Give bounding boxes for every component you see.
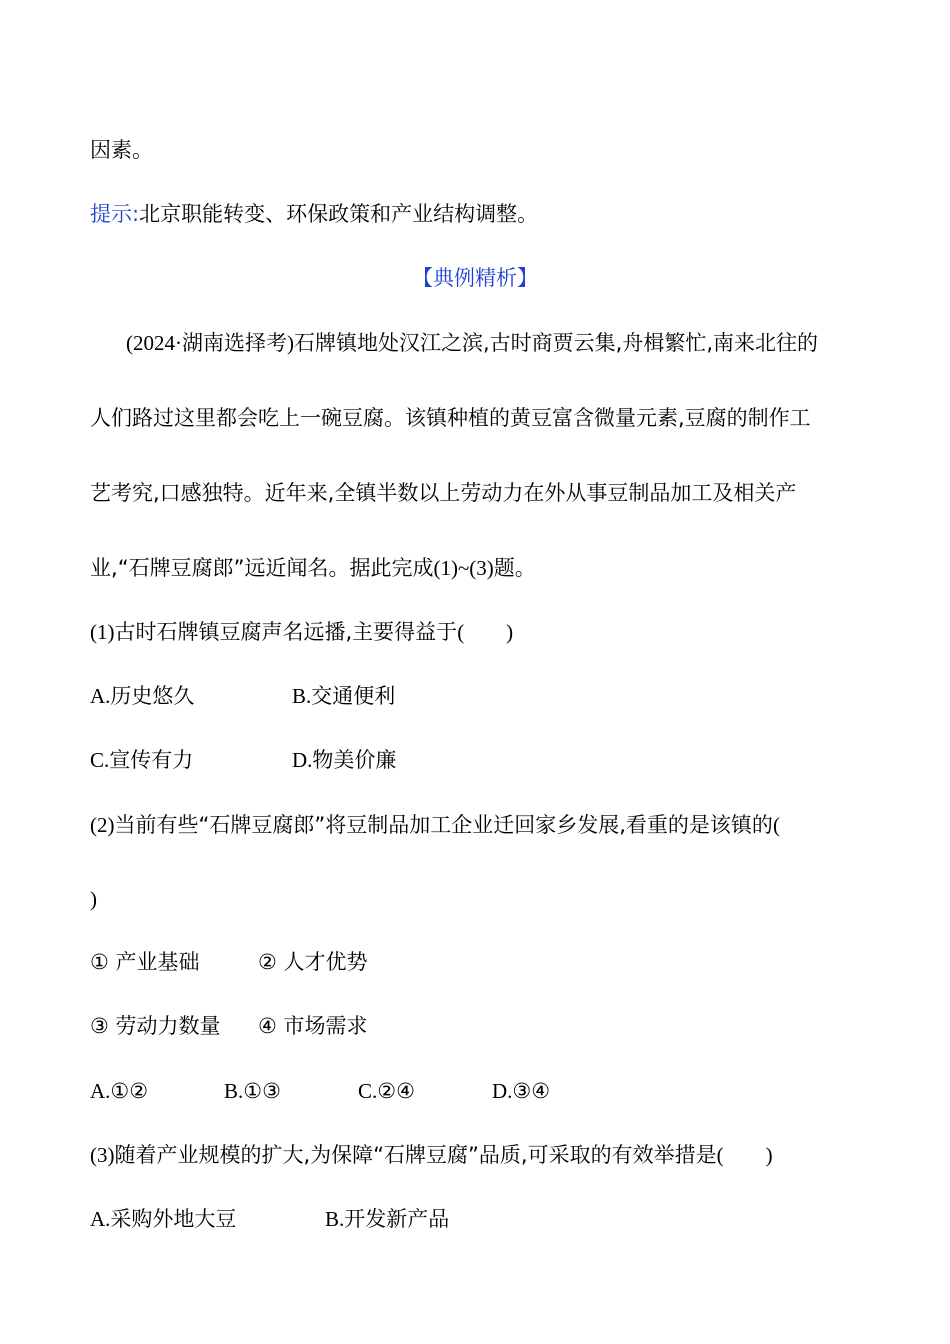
hint-text: 北京职能转变、环保政策和产业结构调整。: [139, 202, 539, 226]
q2-item-1-mark: ①: [90, 950, 109, 974]
q1-option-b-text: 交通便利: [311, 684, 396, 708]
q2-option-c-text: ②④: [377, 1079, 415, 1103]
passage-source: (2024·湖南选择考): [126, 331, 294, 355]
q2-item-3: [90, 1011, 221, 1041]
q1-bracket: ( ): [457, 620, 514, 644]
q3-number: (3): [90, 1143, 115, 1167]
q1-option-d-letter: D.: [292, 748, 313, 772]
passage-line-4-d: (1)~(3): [433, 556, 494, 580]
q1-option-c-text: 宣传有力: [109, 748, 194, 772]
q3-option-b-letter: B.: [325, 1207, 345, 1231]
q2-number: (2): [90, 813, 115, 837]
q1-option-a-text: 历史悠久: [110, 684, 195, 708]
q2-item-4-text: 市场需求: [283, 1014, 368, 1038]
q3-option-a-letter: A.: [90, 1207, 111, 1231]
q1-option-c-letter: C.: [90, 748, 110, 772]
q3-stem-line: [90, 1140, 773, 1170]
q2-option-a-text: ①②: [110, 1079, 149, 1103]
q1-option-d[interactable]: [292, 745, 396, 775]
q2-option-a-letter: A.: [90, 1079, 111, 1103]
q2-option-b-letter: B.: [224, 1079, 244, 1103]
q3-option-a[interactable]: [90, 1204, 236, 1234]
q2-bracket-open: (: [772, 813, 780, 837]
q1-option-c[interactable]: [90, 745, 193, 775]
q2-item-1-text: 产业基础: [115, 950, 200, 974]
q3-option-a-text: 采购外地大豆: [110, 1207, 237, 1231]
q2-option-c[interactable]: [358, 1076, 415, 1106]
hint-line: [90, 199, 538, 229]
passage-line-4-e: 题。: [493, 556, 536, 580]
q2-stem: 当前有些“石牌豆腐郎”将豆制品加工企业迁回家乡发展,看重的是该镇的: [114, 813, 773, 837]
passage-line-4-a: 业,: [90, 556, 118, 580]
q1-option-b-letter: B.: [292, 684, 312, 708]
hint-label: 提示:: [90, 202, 140, 226]
q1-option-a-letter: A.: [90, 684, 111, 708]
passage-line-4: [90, 553, 536, 583]
passage-line-1-text: 石牌镇地处汉江之滨,古时商贾云集,舟楫繁忙,南来北往的: [293, 331, 819, 355]
q2-option-b[interactable]: [224, 1076, 281, 1106]
q2-bracket-close: ): [90, 887, 97, 911]
q2-option-d[interactable]: [492, 1076, 550, 1106]
q2-item-2-text: 人才优势: [283, 950, 368, 974]
q1-option-d-text: 物美价廉: [312, 748, 397, 772]
q2-stem-line: [90, 810, 780, 840]
q3-stem: 随着产业规模的扩大,为保障“石牌豆腐”品质,可采取的有效举措是: [114, 1143, 717, 1167]
q2-option-a[interactable]: [90, 1076, 148, 1106]
q2-item-1: [90, 947, 200, 977]
passage-line-2: 人们路过这里都会吃上一碗豆腐。该镇种植的黄豆富含微量元素,豆腐的制作工: [90, 406, 811, 430]
intro-tail-text: [90, 135, 153, 165]
q2-item-4: [258, 1011, 368, 1041]
passage-line-1: [126, 328, 818, 358]
q1-stem-line: [90, 617, 513, 647]
intro-tail: 因素。: [90, 138, 153, 162]
q1-number: (1): [90, 620, 115, 644]
q3-option-b-text: 开发新产品: [344, 1207, 450, 1231]
q2-item-3-mark: ③: [90, 1014, 109, 1038]
q2-option-b-text: ①③: [243, 1079, 281, 1103]
q2-item-3-text: 劳动力数量: [115, 1014, 221, 1038]
passage-line-4-b: “石牌豆腐郎”: [117, 556, 245, 580]
passage-line-3: 艺考究,口感独特。近年来,全镇半数以上劳动力在外从事豆制品加工及相关产: [90, 481, 797, 505]
q2-item-2: [258, 947, 368, 977]
q1-option-a[interactable]: [90, 681, 194, 711]
q2-option-d-letter: D.: [492, 1079, 513, 1103]
passage-line-4-c: 远近闻名。据此完成: [244, 556, 434, 580]
q2-item-4-mark: ④: [258, 1014, 277, 1038]
q2-option-d-text: ③④: [512, 1079, 551, 1103]
q1-option-b[interactable]: [292, 681, 395, 711]
q3-option-b[interactable]: [325, 1204, 449, 1234]
q3-bracket: ( ): [716, 1143, 773, 1167]
q1-stem: 古时石牌镇豆腐声名远播,主要得益于: [114, 620, 458, 644]
q2-option-c-letter: C.: [358, 1079, 378, 1103]
q2-item-2-mark: ②: [258, 950, 277, 974]
section-title: 【典例精析】: [412, 266, 538, 290]
